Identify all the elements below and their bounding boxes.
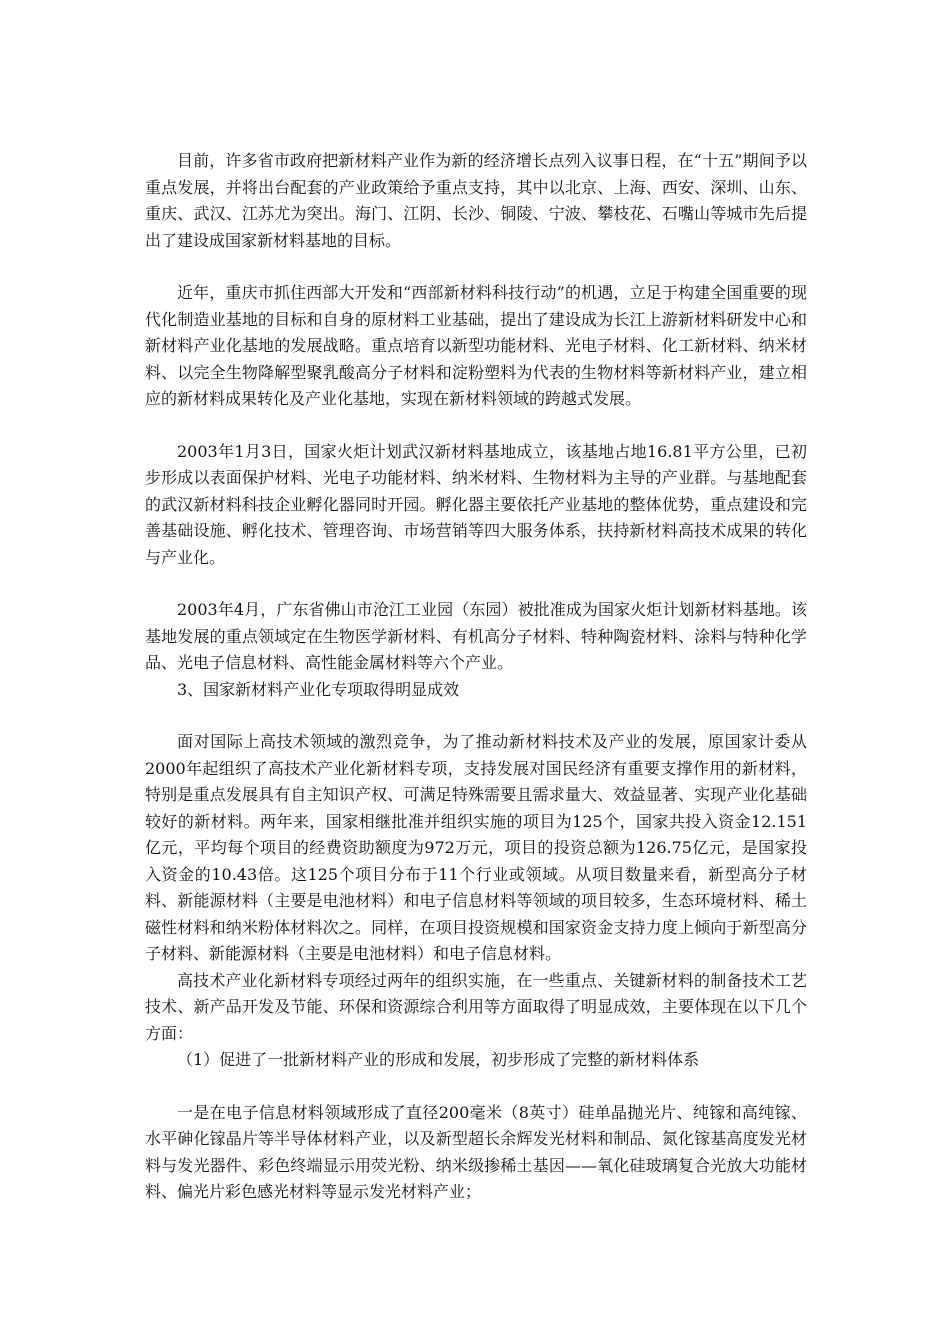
subsection-heading: （1）促进了一批新材料产业的形成和发展，初步形成了完整的新材料体系 [177,1050,700,1069]
paragraph-program-results: 高技术产业化新材料专项经过两年的组织实施，在一些重点、关键新材料的制备技术工艺技术、新产品开发及节能、环保和资源综合利用等方面取得了明显成效，主要体现在以下几个方面： [145,970,807,1043]
paragraph-foshan-base: 2003年4月，广东省佛山市沧江工业园（东园）被批准成为国家火炬计划新材料基地。该基地发展的重点领域定在生物医学新材料、有机高分子材料、特种陶瓷材料、涂料与特种化学品、光电子信息材料、高性能金属材料等六个产业。 [145,600,807,672]
paragraph-national-program: 面对国际上高技术领域的激烈竞争，为了推动新材料技术及产业的发展，原国家计委从2000年起组织了高技术产业化新材料专项，支持发展对国民经济有重要支撑作用的新材料，特别是重点发展具有自主知识产权、可满足特殊需要且需求量大、效益显著、实现产业化基础较好的新材料。两年来，国家相继批准并组织实施的项目为125个，国家共投入资金12.151亿元，平均每个项目的经费资助额度为972万元，项目的投资总额为126.75亿元，是国家投入资金的10.43倍。这125个项目分布于11个行业或领域。从项目数量来看，新型高分子材料、新能源材料（主要是电池材料）和电子信息材料等领域的项目较多，生态环境材料、稀土磁性材料和纳米粉体材料次之。同样，在项目投资规模和国家资金支持力度上倾向于新型高分子材料、新能源材料（主要是电池材料）和电子信息材料。 [145,732,807,963]
document-body [145,148,807,1206]
section-heading: 3、国家新材料产业化专项取得明显成效 [177,679,460,699]
paragraph-chongqing: 近年，重庆市抓住西部大开发和“西部新材料科技行动”的机遇，立足于构建全国重要的现代化制造业基地的目标和自身的原材料工业基础，提出了建设成为长江上游新材料研发中心和新材料产业化基地的发展战略。重点培育以新型功能材料、光电子材料、化工新材料、纳米材料、以完全生物降解型聚乳酸高分子材料和淀粉塑料为代表的生物材料等新材料产业，建立相应的新材料成果转化及产业化基地，实现在新材料领域的跨越式发展。 [145,283,807,408]
paragraph-provincial-policy: 目前，许多省市政府把新材料产业作为新的经济增长点列入议事日程，在“十五”期间予以重点发展，并将出台配套的产业政策给予重点支持，其中以北京、上海、西安、深圳、山东、重庆、武汉、江苏尤为突出。海门、江阴、长沙、铜陵、宁波、攀枝花、石嘴山等城市先后提出了建设成国家新材料基地的目标。 [145,151,807,250]
paragraph-electronic-materials: 一是在电子信息材料领域形成了直径200毫米（8英寸）硅单晶抛光片、纯镓和高纯镓、水平砷化镓晶片等半导体材料产业，以及新型超长余辉发光材料和制品、氮化镓基高度发光材料与发光器件、彩色终端显示用荧光粉、纳米级掺稀土基因——氧化硅玻璃复合光放大功能材料、偏光片彩色感光材料等显示发光材料产业； [145,1102,807,1201]
paragraph-wuhan-base: 2003年1月3日，国家火炬计划武汉新材料基地成立，该基地占地16.81平方公里，已初步形成以表面保护材料、光电子功能材料、纳米材料、生物材料为主导的产业群。与基地配套的武汉新材料科技企业孵化器同时开园。孵化器主要依托产业基地的整体优势，重点建设和完善基础设施、孵化技术、管理咨询、市场营销等四大服务体系，扶持新材料高技术成果的转化与产业化。 [145,441,807,567]
